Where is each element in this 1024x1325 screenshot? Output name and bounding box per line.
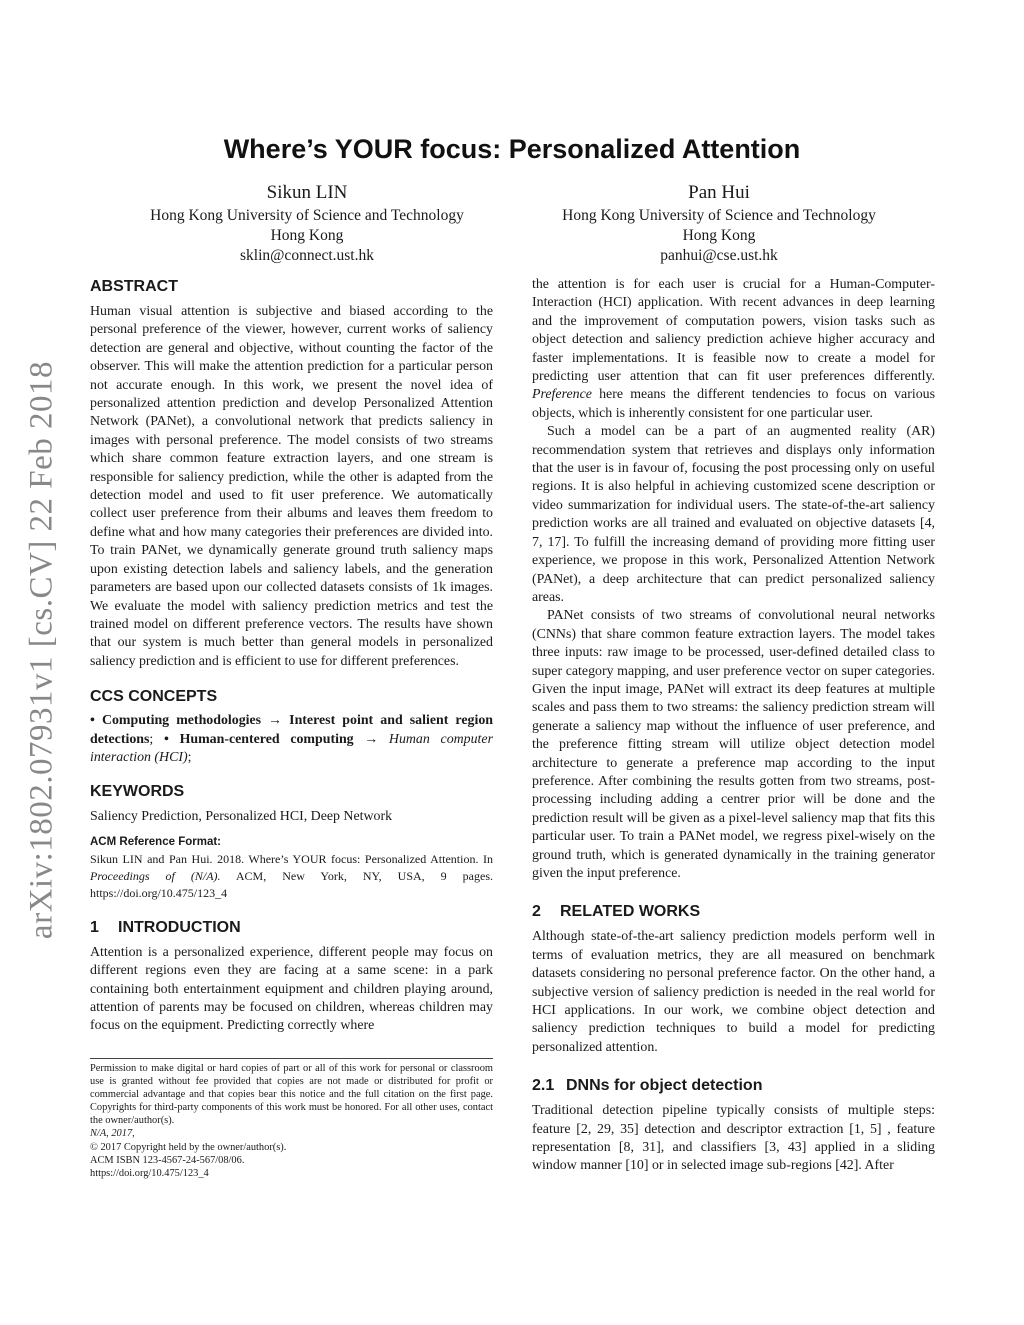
acm-ref-part: Sikun LIN and Pan Hui. 2018. Where’s YOUR focus: Personalized Attention. In	[90, 851, 493, 866]
section-title: RELATED WORKS	[560, 903, 701, 921]
subsection-heading-dnns	[532, 1075, 935, 1097]
intro-paragraph: Attention is a personalized experience, different people may focus on different regions even they are facing at a same scene: in a park containing both entertainment equipment and children playing around, attention of parents may be focused on children, whereas children may focus on the equipment. Predicting correctly where	[90, 944, 493, 1034]
keywords-text: Saliency Prediction, Personalized HCI, Deep Network	[90, 809, 393, 825]
ccs-term: Human computer interaction (HCI)	[90, 731, 493, 765]
acm-reference-text	[90, 851, 493, 902]
author-location: Hong Kong	[270, 227, 344, 244]
author-name: Sikun LIN	[266, 182, 348, 203]
abstract-heading: ABSTRACT	[90, 278, 178, 295]
copyright: © 2017 Copyright held by the owner/author(s).	[90, 1141, 287, 1153]
section-number: 2	[532, 903, 541, 921]
subsection-number: 2.1	[532, 1077, 555, 1095]
section-heading-introduction	[90, 917, 493, 939]
ccs-heading: CCS CONCEPTS	[90, 688, 218, 706]
author-email: panhui@cse.ust.hk	[660, 247, 778, 264]
author-location: Hong Kong	[682, 227, 756, 244]
intro-text: here means the different tendencies to focus on various objects, which is inherently consistent for one particular user.	[532, 387, 935, 421]
doi: https://doi.org/10.475/123_4	[90, 1167, 209, 1179]
author-name: Pan Hui	[688, 182, 750, 203]
permission-notice: Permission to make digital or hard copies of part or all of this work for personal or classroom use is granted without fee provided that copies are not made or distributed for profit or commercial advantage and that copies bear this notice and the full citation on the first page. Copyrights for third-party components of this work must be honored. For all other uses, contact the owner/author(s).	[90, 1063, 493, 1127]
arxiv-id: arXiv:1802.07931v1 [cs.CV] 22 Feb 2018	[23, 360, 60, 940]
isbn: ACM ISBN 123-4567-24-567/08/06.	[90, 1154, 245, 1166]
section-number: 1	[90, 918, 99, 936]
ccs-category: • Human-centered computing	[164, 731, 354, 747]
arxiv-side-stamp	[23, 355, 60, 945]
arrow-icon: →	[353, 731, 389, 747]
footnote-block	[90, 1058, 493, 1180]
venue: N/A, 2017,	[90, 1128, 135, 1140]
author-affiliation: Hong Kong University of Science and Technology	[562, 207, 876, 224]
section-heading-related-works	[532, 901, 935, 923]
ccs-separator: ;	[149, 731, 164, 747]
author-affiliation: Hong Kong University of Science and Technology	[150, 207, 464, 224]
ccs-term: Interest point and salient region detections	[90, 713, 493, 747]
subsection-title: DNNs for object detection	[566, 1077, 763, 1095]
abstract-text: Human visual attention is subjective and biased according to the personal preference of the viewer, however, current works of saliency detection are general and objective, without counting the factor of the observer. This will make the attention prediction for a particular person not accurate enough. In this work, we present the novel idea of personalized attention prediction and develop Personalized Attention Network (PANet), a convolutional network that predicts saliency in images with personal preference. The model consists of two streams which share common feature extraction layers, and one stream is responsible for saliency prediction, while the other is adapted from the detection model and used to fit user preference. We automatically collect user preference from their albums and leaves them freedom to define what and how many categories their preferences are divided into. To train PANet, we dynamically generate ground truth saliency maps upon existing detection labels and saliency labels, and the generation parameters are based upon our collected datasets consists of 1k images. We evaluate the model with saliency prediction metrics and test the trained model on different preference vectors. The results have shown that our system is much better than general models in personalized saliency prediction and is efficient to use for different preferences.	[90, 304, 493, 669]
author-block-2	[509, 181, 929, 266]
intro-paragraph-continued	[532, 276, 935, 423]
acm-ref-proceedings: Proceedings of (N/A).	[90, 868, 221, 883]
author-email: sklin@connect.ust.hk	[240, 247, 374, 264]
author-block-1	[97, 181, 517, 266]
intro-text: the attention is for each user is crucial for a Human-Computer-Interaction (HCI) application. With recent advances in deep learning and the improvement of computation powers, vision tasks such as object detection and saliency prediction achieve higher accuracy and faster implementations. It is feasible now to create a model for predicting user attention that can fit user preferences differently.	[532, 277, 935, 385]
ccs-concepts	[90, 712, 493, 767]
emphasis: Preference	[532, 387, 592, 403]
intro-paragraph: PANet consists of two streams of convolutional neural networks (CNNs) that share common feature extraction layers. The model takes three inputs: raw image to be processed, user-defined detailed class to super category mapping, and user preference vector on super categories. Given the input image, PANet will extract its deep features at multiple scales and pass them to two streams: the saliency prediction stream will generate a saliency map without the influence of user preference, and the preference fitting stream will utilize object detection model architecture to generate a preference map according to the input preference. After combining the results gotten from two streams, post-processing including adding a centrer prior will be done and the prediction result will be given as a pixel-level saliency map that fits this particular user. To train a PANet model, we regress pixel-wisely on the ground truth, which is generated dynamically in the training generator given the input preference.	[532, 608, 935, 881]
related-paragraph: Although state-of-the-art saliency prediction models perform well in terms of evaluation metrics, they are all measured on benchmark datasets considering no personal preference factor. On the other hand, a subjective version of saliency prediction is needed in the real world for HCI applications. In our work, we combine object detection and saliency prediction techniques to build a model for predicting personalized attention.	[532, 929, 935, 1055]
left-column	[90, 276, 493, 1036]
paper-title: Where’s YOUR focus: Personalized Attention	[223, 134, 801, 164]
acm-reference-heading: ACM Reference Format:	[90, 835, 221, 848]
right-column	[532, 276, 935, 1176]
ccs-category: • Computing methodologies	[90, 713, 262, 729]
section-title: INTRODUCTION	[118, 918, 241, 936]
acm-ref-part: ACM, New York, NY, USA, 9 pages. https://doi.org/10.475/123_4	[90, 868, 493, 900]
keywords-heading: KEYWORDS	[90, 783, 185, 801]
arrow-icon: →	[261, 713, 290, 729]
intro-paragraph: Such a model can be a part of an augmented reality (AR) recommendation system that retrieves and displays only information that the user is in favour of, focusing the post processing only on useful regions. It is also helpful in achieving customized scene description or video summarization for individual users. The state-of-the-art saliency prediction works are all trained and evaluated on objective datasets [4, 7, 17]. To fulfill the increasing demand of providing more fitting user experience, we propose in this work, Personalized Attention Network (PANet), a deep architecture that can predict personalized saliency areas.	[532, 424, 935, 605]
related-paragraph: Traditional detection pipeline typically consists of multiple steps: feature [2, 29, 35] detection and descriptor extraction [1, 5] , feature representation [8, 31], and classifiers [3, 43] applied in a sliding window manner [10] or in selected image sub-regions [42]. After	[532, 1103, 935, 1174]
ccs-end: ;	[187, 749, 192, 765]
